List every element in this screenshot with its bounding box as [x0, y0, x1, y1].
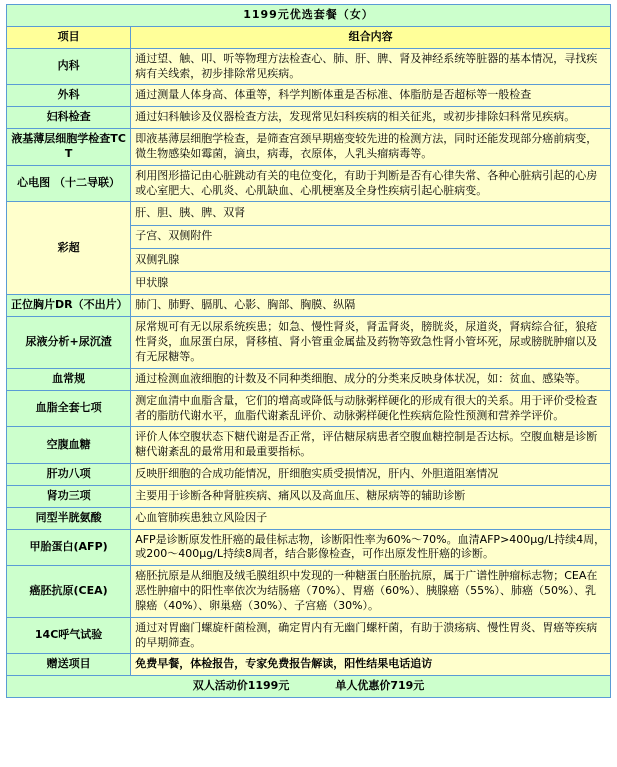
table-row — [7, 295, 611, 317]
table-row — [7, 129, 611, 166]
row-item-label: 血脂全套七项 — [7, 390, 131, 427]
row-content: 主要用于诊断各种肾脏疾病、痛风以及高血压、糖尿病等的辅助诊断 — [131, 485, 611, 507]
table-row — [7, 202, 611, 225]
row-subcontent: 肝、胆、胰、脾、双肾 — [131, 202, 611, 225]
row-item-label: 同型半胱氨酸 — [7, 507, 131, 529]
column-header-content: 组合内容 — [131, 26, 611, 48]
row-item-label: 正位胸片DR（不出片） — [7, 295, 131, 317]
row-content: 利用图形描记由心脏跳动有关的电位变化，有助于判断是否有心律失常、各种心脏病引起的心房或心室肥大、心肌炎、心肌缺血、心肌梗塞及全身性疾病引起心脏病变。 — [131, 165, 611, 202]
row-item-label: 甲胎蛋白(AFP) — [7, 529, 131, 566]
row-item-label: 尿液分析+尿沉渣 — [7, 317, 131, 369]
table-row — [7, 48, 611, 85]
row-item-label: 肾功三项 — [7, 485, 131, 507]
gift-row — [7, 654, 611, 676]
table-row — [7, 390, 611, 427]
row-content: 肺门、肺野、膈肌、心影、胸部、胸膜、纵隔 — [131, 295, 611, 317]
row-item-label: 内科 — [7, 48, 131, 85]
row-subcontent: 子宫、双侧附件 — [131, 225, 611, 248]
table-row — [7, 107, 611, 129]
double-price: 双人活动价1199元 — [192, 679, 290, 693]
row-item-label: 外科 — [7, 85, 131, 107]
title-row — [7, 5, 611, 27]
single-price: 单人优惠价719元 — [335, 679, 425, 693]
table-row — [7, 464, 611, 486]
column-header-item: 项目 — [7, 26, 131, 48]
row-item-label: 妇科检查 — [7, 107, 131, 129]
row-item-label: 血常规 — [7, 368, 131, 390]
row-content: 通过对胃幽门螺旋杆菌检测，确定胃内有无幽门螺杆菌，有助于溃疡病、慢性胃炎、胃癌等疾病的早期筛查。 — [131, 617, 611, 654]
row-content: AFP是诊断原发性肝癌的最佳标志物，诊断阳性率为60%～70%。血清AFP>400μg/L持续4周，或200～400μg/L持续8周者，结合影像检查，可作出原发性肝癌的诊断。 — [131, 529, 611, 566]
row-item-label: 彩超 — [7, 202, 131, 295]
row-content: 通过望、触、叩、听等物理方法检查心、肺、肝、脾、肾及神经系统等脏器的基本情况，寻找疾病有关线索，初步排除常见疾病。 — [131, 48, 611, 85]
row-item-label: 液基薄层细胞学检查TCT — [7, 129, 131, 166]
gift-content: 免费早餐，体检报告，专家免费报告解读，阳性结果电话追访 — [131, 654, 611, 676]
table-row — [7, 529, 611, 566]
row-item-label: 肝功八项 — [7, 464, 131, 486]
table-row — [7, 617, 611, 654]
row-content: 通过检测血液细胞的计数及不同种类细胞、成分的分类来反映身体状况，如：贫血、感染等。 — [131, 368, 611, 390]
gift-item-label: 赠送项目 — [7, 654, 131, 676]
row-item-label: 心电图 （十二导联） — [7, 165, 131, 202]
row-item-label: 癌胚抗原(CEA) — [7, 566, 131, 618]
row-item-label: 空腹血糖 — [7, 427, 131, 464]
header-row — [7, 26, 611, 48]
row-content: 评价人体空腹状态下糖代谢是否正常，评估糖尿病患者空腹血糖控制是否达标。空腹血糖是诊断糖代谢紊乱的最常用和最重要指标。 — [131, 427, 611, 464]
row-content: 通过妇科触诊及仪器检查方法，发现常见妇科疾病的相关征兆，或初步排除妇科常见疾病。 — [131, 107, 611, 129]
row-content: 心血管肺疾患独立风险因子 — [131, 507, 611, 529]
table-row — [7, 368, 611, 390]
row-content: 尿常规可有无以尿系统疾患；如急、慢性肾炎，肾盂肾炎，膀胱炎，尿道炎，肾病综合征，狼疮性肾炎，血尿蛋白尿，肾移植、肾小管重金属盐及药物等致急性肾小管坏死，尿或膀胱肿瘤以及有无尿糖等。 — [131, 317, 611, 369]
table-row — [7, 485, 611, 507]
row-content: 反映肝细胞的合成功能情况，肝细胞实质受损情况，肝内、外胆道阻塞情况 — [131, 464, 611, 486]
page-title: 1199元优选套餐（女） — [7, 5, 611, 27]
row-content: 通过测量人体身高、体重等，科学判断体重是否标准、体脂肪是否超标等一般检查 — [131, 85, 611, 107]
table-row — [7, 317, 611, 369]
table-row — [7, 85, 611, 107]
table-row — [7, 165, 611, 202]
row-subcontent: 双侧乳腺 — [131, 248, 611, 271]
table-row — [7, 507, 611, 529]
package-table — [6, 4, 611, 698]
row-content: 癌胚抗原是从细胞及绒毛膜组织中发现的一种糖蛋白胚胎抗原，属于广谱性肿瘤标志物；CEA在恶性肿瘤中的阳性率依次为结肠癌（70%）、胃癌（60%）、胰腺癌（55%）、肺癌（50%）、乳腺癌（40%）、卵巢癌（30%）、子宫癌（30%）。 — [131, 566, 611, 618]
row-content: 即液基薄层细胞学检查，是筛查宫颈早期癌变较先进的检测方法，同时还能发现部分癌前病变，微生物感染如霉菌，滴虫，病毒，衣原体，人乳头瘤病毒等。 — [131, 129, 611, 166]
row-item-label: 14C呼气试验 — [7, 617, 131, 654]
price-row — [7, 676, 611, 698]
table-row — [7, 427, 611, 464]
price-summary — [7, 676, 611, 698]
row-content: 测定血清中血脂含量，它们的增高或降低与动脉粥样硬化的形成有很大的关系。用于评价受检查者的脂肪代谢水平，血脂代谢紊乱评价、动脉粥样硬化性疾病危险性预测和营养学评价。 — [131, 390, 611, 427]
row-subcontent: 甲状腺 — [131, 272, 611, 295]
table-row — [7, 566, 611, 618]
